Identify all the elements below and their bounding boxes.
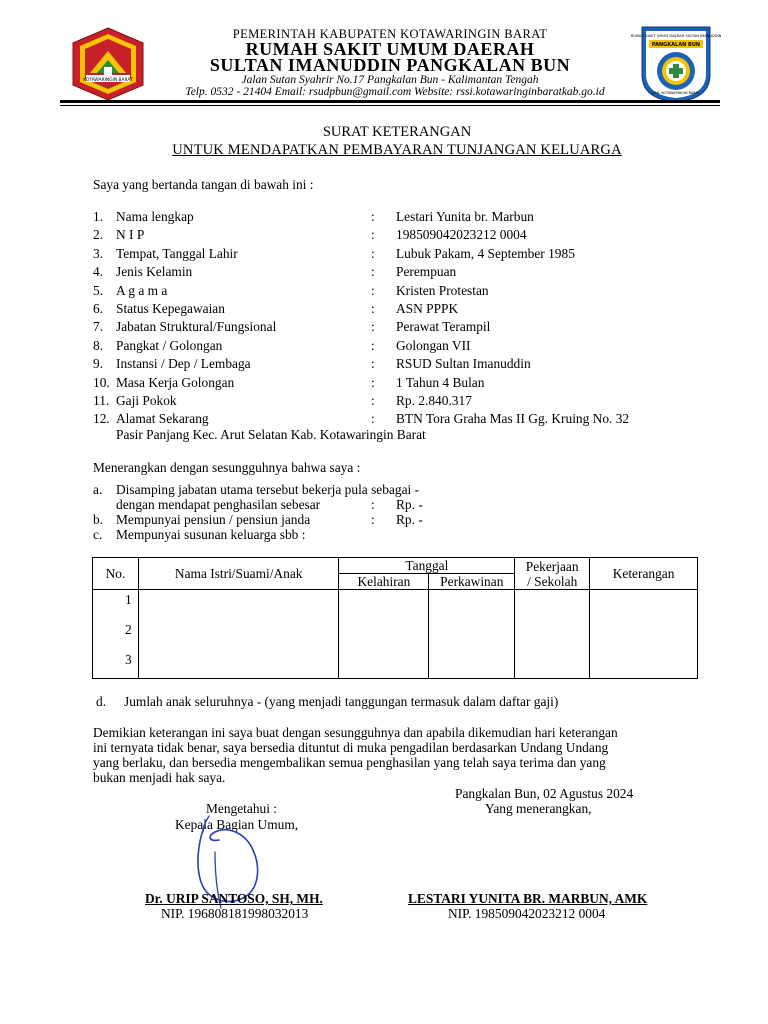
field-number: 3. [93,246,104,261]
letterhead-rule-thick [60,100,720,103]
field-value: ASN PPPK [396,301,459,316]
item-b-colon: : [371,512,375,527]
field-value: 198509042023212 0004 [396,227,527,242]
field-label: Masa Kerja Golongan [116,375,235,390]
field-number: 12. [93,411,110,426]
field-number: 5. [93,283,104,298]
svg-text:PANGKALAN BUN: PANGKALAN BUN [651,42,701,48]
field-number: 1. [93,209,104,224]
field-label: Jenis Kelamin [116,264,193,279]
regency-emblem [70,27,146,101]
occupation-cell [515,590,590,679]
field-number: 4. [93,264,104,279]
field-value: RSUD Sultan Imanuddin [396,356,531,371]
left-signer-name: Dr. URIP SANTOSO, SH, MH. [145,891,323,906]
birth-cell [339,590,429,679]
item-b-letter: b. [93,512,104,527]
field-colon: : [371,246,375,261]
table-body-row [93,590,698,679]
row-numbers-cell [93,590,139,679]
right-signer-role: Yang menerangkan, [485,801,592,816]
field-number: 2. [93,227,104,242]
field-number: 9. [93,356,104,371]
item-a-value: Rp. - [396,497,423,512]
closing-line: yang berlaku, dan bersedia mengembalikan semua penghasilan yang telah saya terima dan yang [93,755,606,770]
field-colon: : [371,264,375,279]
field-colon: : [371,338,375,353]
hospital-name: RUMAH SAKIT UMUM DAERAH [245,39,535,59]
closing-line: ini ternyata tidak benar, saya bersedia dituntut di muka pengadilan berdasarkan Undang Undang [93,740,609,755]
item-a-text: Disamping jabatan utama tersebut bekerja pula sebagai - [116,482,420,497]
field-number: 7. [93,319,104,334]
intro-text: Saya yang bertanda tangan di bawah ini : [93,177,314,192]
field-value: Golongan VII [396,338,471,353]
field-colon: : [371,356,375,371]
header-occupation-line1: Pekerjaan [525,558,579,574]
item-a-text-line2: dengan mendapat penghasilan sebesar [116,497,321,512]
field-number: 8. [93,338,104,353]
svg-text:KAB. KOTAWARINGIN BARAT: KAB. KOTAWARINGIN BARAT [652,91,700,95]
item-a-letter: a. [93,482,103,497]
field-number: 11. [93,393,110,408]
address-continuation: Pasir Panjang Kec. Arut Selatan Kab. Kotawaringin Barat [116,427,426,442]
row-number: 2 [125,622,132,637]
header-occupation [515,558,590,590]
field-label: Gaji Pokok [116,393,177,408]
name-cell [138,590,339,679]
family-table [92,557,698,679]
field-value: Perawat Terampil [396,319,491,334]
row-number: 1 [125,592,132,607]
field-colon: : [371,283,375,298]
hospital-logo [630,25,722,103]
document-title: SURAT KETERANGAN [322,124,472,140]
closing-line: Demikian keterangan ini saya buat dengan sesungguhnya dan apabila dikemudian hari keterangan [93,725,618,740]
header-birth: Kelahiran [339,574,429,590]
item-d-letter: d. [96,694,107,709]
left-signer-nip: NIP. 196808181998032013 [161,906,309,921]
header-date: Tanggal [339,558,515,574]
header-name: Nama Istri/Suami/Anak [138,558,339,590]
field-colon: : [371,375,375,390]
svg-text:KOTAWARINGIN BARAT: KOTAWARINGIN BARAT [83,78,133,83]
government-header: PEMERINTAH KABUPATEN KOTAWARINGIN BARAT [232,27,548,41]
header-occupation-line2: / Sekolah [527,573,578,589]
field-value: Perempuan [396,264,457,279]
hospital-name-line2: SULTAN IMANUDDIN PANGKALAN BUN [209,55,571,75]
hospital-logo-icon [630,25,722,103]
item-b-value: Rp. - [396,512,423,527]
field-label: Instansi / Dep / Lembaga [116,356,251,371]
field-number: 6. [93,301,104,316]
field-label: N I P [116,227,145,242]
header-remarks: Keterangan [590,558,698,590]
hospital-address: Jalan Sutan Syahrir No.17 Pangkalan Bun - Kalimantan Tengah [241,74,539,86]
field-value: Rp. 2.840.317 [396,393,472,408]
header-marriage: Perkawinan [429,574,515,590]
left-signer-label: Mengetahui : [206,801,278,816]
field-label: A g a m a [116,283,168,298]
field-value: BTN Tora Graha Mas II Gg. Kruing No. 32 [396,411,630,426]
item-d-text: Jumlah anak seluruhnya - (yang menjadi tanggungan termasuk dalam daftar gaji) [124,694,559,709]
document-subtitle: UNTUK MENDAPATKAN PEMBAYARAN TUNJANGAN KELUARGA [172,142,622,158]
field-colon: : [371,227,375,242]
right-signer-name: LESTARI YUNITA BR. MARBUN, AMK [408,891,648,906]
regency-emblem-icon [70,27,146,101]
item-a-colon: : [371,497,375,512]
field-colon: : [371,393,375,408]
hospital-contact: Telp. 0532 - 21404 Email: rsudpbun@gmail.com Website: rssi.kotawaringinbaratkab.go.id [185,86,605,98]
svg-text:RUMAH SAKIT UMUM DAERAH SULTAN: RUMAH SAKIT UMUM DAERAH SULTAN IMANUDDIN [630,34,722,38]
field-label: Status Kepegawaian [116,301,225,316]
place-date: Pangkalan Bun, 02 Agustus 2024 [455,786,634,801]
left-signer-role: Kepala Bagian Umum, [175,817,299,832]
field-colon: : [371,319,375,334]
closing-line: bukan menjadi hak saya. [93,770,226,785]
remarks-cell [590,590,698,679]
field-value: Kristen Protestan [396,283,489,298]
table-header-row [93,558,698,574]
field-label: Alamat Sekarang [116,411,209,426]
field-colon: : [371,209,375,224]
right-signer-nip: NIP. 198509042023212 0004 [448,906,606,921]
field-value: Lubuk Pakam, 4 September 1985 [396,246,575,261]
row-number: 3 [125,652,132,667]
field-value: Lestari Yunita br. Marbun [396,209,534,224]
field-value: 1 Tahun 4 Bulan [396,375,485,390]
field-label: Pangkat / Golongan [116,338,223,353]
field-label: Tempat, Tanggal Lahir [116,246,238,261]
item-c-letter: c. [93,527,103,542]
declaration-text: Menerangkan dengan sesungguhnya bahwa saya : [93,460,361,475]
field-label: Jabatan Struktural/Fungsional [116,319,277,334]
item-b-text: Mempunyai pensiun / pensiun janda [116,512,311,527]
field-number: 10. [93,375,110,390]
item-c-text: Mempunyai susunan keluarga sbb : [116,527,306,542]
marriage-cell [429,590,515,679]
field-colon: : [371,411,375,426]
field-colon: : [371,301,375,316]
letterhead-rule-thin [60,105,720,106]
header-no: No. [93,558,139,590]
field-label: Nama lengkap [116,209,194,224]
